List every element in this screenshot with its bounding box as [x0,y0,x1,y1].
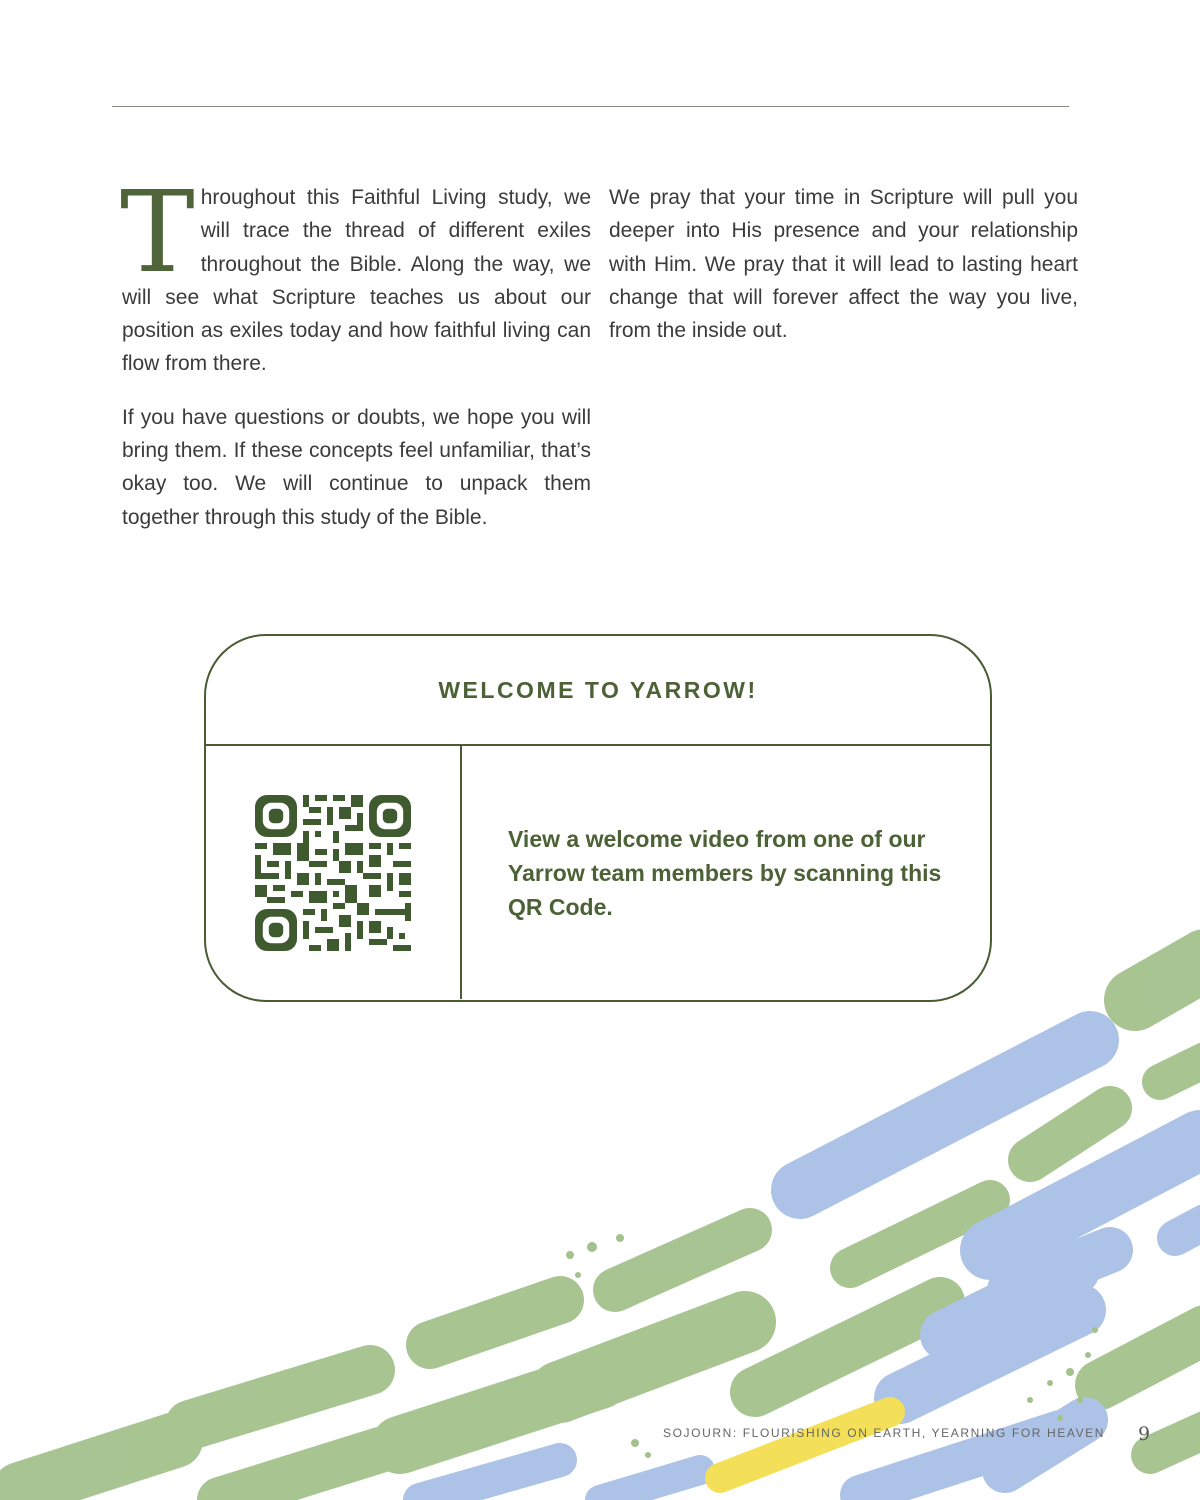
welcome-card-header [206,636,990,746]
intro-paragraph-2: If you have questions or doubts, we hope you will bring them. If these concepts feel unfamiliar, that’s okay too. We will continue to unpack them together through this study of the Bible. [122,405,591,529]
intro-paragraph-3: We pray that your time in Scripture will pull you deeper into His presence and your relationship with Him. We pray that it will lead to lasting heart change that will forever affect the way you live, from the inside out. [609,186,1078,343]
brush-stroke [420,1460,560,1500]
brush-stroke [190,1370,370,1425]
brush-stroke [1030,1108,1110,1160]
brush-stroke [720,1412,890,1478]
brush-stroke [1175,1222,1200,1238]
page-number: 9 [1138,1423,1151,1445]
welcome-card-text-cell [462,746,990,999]
qr-code-icon[interactable] [255,795,411,951]
brush-stroke [600,1470,700,1500]
brush-stroke [220,1450,380,1500]
welcome-card-title: WELCOME TO YARROW! [438,676,758,703]
brush-stroke [1100,1330,1200,1385]
brush-stroke [615,1230,750,1290]
welcome-card-body [206,746,990,999]
brush-stroke [400,1380,600,1445]
brush-stroke [20,1440,175,1490]
footer-book-title: SOJOURN: FLOURISHING ON EARTH, YEARNING FOR HEAVEN [663,1426,1106,1440]
welcome-card-text: View a welcome video from one of our Yarrow team members by scanning this QR Code. [508,825,942,920]
brush-stroke [1150,1430,1200,1455]
brush-stroke [430,1300,560,1345]
intro-paragraph-1-text: hroughout this Faithful Living study, we will trace the thread of different exiles throughout the Bible. Along the way, we will see what Scripture teaches us about our position as exiles today and how faithful living can flow from there. [122,186,591,376]
welcome-card [204,634,992,1002]
brush-stroke [1160,1060,1200,1082]
brush-stroke [1135,960,1200,1000]
qr-code-cell [206,746,462,999]
drop-cap: T [120,168,195,298]
